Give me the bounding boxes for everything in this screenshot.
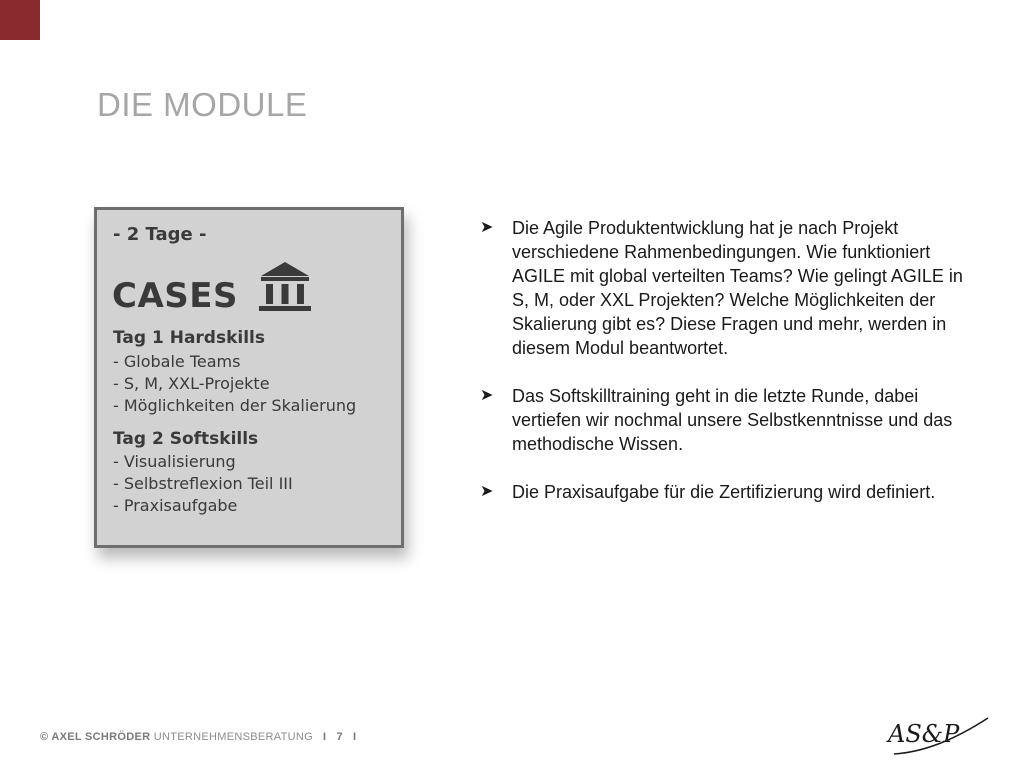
module-card bbox=[94, 207, 404, 548]
card-heading: CASES bbox=[112, 276, 238, 316]
footer-separator: I bbox=[352, 731, 357, 743]
day2-item: - Visualisierung bbox=[113, 452, 236, 471]
bullet-list bbox=[480, 216, 980, 528]
bullet-text: Die Praxisaufgabe für die Zertifizierung wird definiert. bbox=[512, 482, 936, 502]
corner-accent bbox=[0, 0, 40, 40]
footer-separator: I bbox=[323, 731, 327, 743]
bullet-item bbox=[480, 216, 980, 360]
bullet-text: Das Softskilltraining geht in die letzte Runde, dabei vertiefen wir nochmal unsere Selbstkenntnisse und das methodische Wissen. bbox=[512, 386, 953, 454]
bank-building-icon bbox=[257, 260, 313, 314]
arrow-bullet-icon: ➤ bbox=[480, 387, 494, 404]
day1-item: - Globale Teams bbox=[113, 352, 241, 371]
day2-list bbox=[113, 451, 293, 517]
slide-title: DIE MODULE bbox=[97, 86, 308, 123]
day1-list bbox=[113, 351, 356, 417]
arrow-bullet-icon: ➤ bbox=[480, 219, 494, 236]
footer-company: UNTERNEHMENSBERATUNG bbox=[150, 731, 313, 743]
footer-copyright: © AXEL SCHRÖDER bbox=[40, 731, 151, 743]
day1-item: - S, M, XXL-Projekte bbox=[113, 374, 270, 393]
asp-logo bbox=[884, 712, 994, 760]
arrow-bullet-icon: ➤ bbox=[480, 483, 494, 500]
bullet-text: Die Agile Produktentwicklung hat je nach Projekt verschiedene Rahmenbedingungen. Wie funktioniert AGILE mit global verteilten Teams? Wie gelingt AGILE in S, M, oder XXL Projekten? Welche Möglichkeiten der Skalierung gibt es? Diese Fragen und mehr, werden in diesem Modul beantwortet. bbox=[512, 218, 963, 358]
logo-text: AS&P bbox=[888, 720, 960, 748]
page-number: 7 bbox=[336, 731, 343, 743]
card-days: - 2 Tage - bbox=[113, 224, 207, 245]
bullet-item bbox=[480, 384, 980, 456]
day2-item: - Praxisaufgabe bbox=[113, 496, 238, 515]
day2-item: - Selbstreflexion Teil III bbox=[113, 474, 293, 493]
day1-title: Tag 1 Hardskills bbox=[113, 328, 265, 348]
day2-title: Tag 2 Softskills bbox=[113, 429, 259, 449]
day1-item: - Möglichkeiten der Skalierung bbox=[113, 396, 357, 415]
footer bbox=[40, 731, 356, 743]
bullet-item bbox=[480, 480, 980, 504]
